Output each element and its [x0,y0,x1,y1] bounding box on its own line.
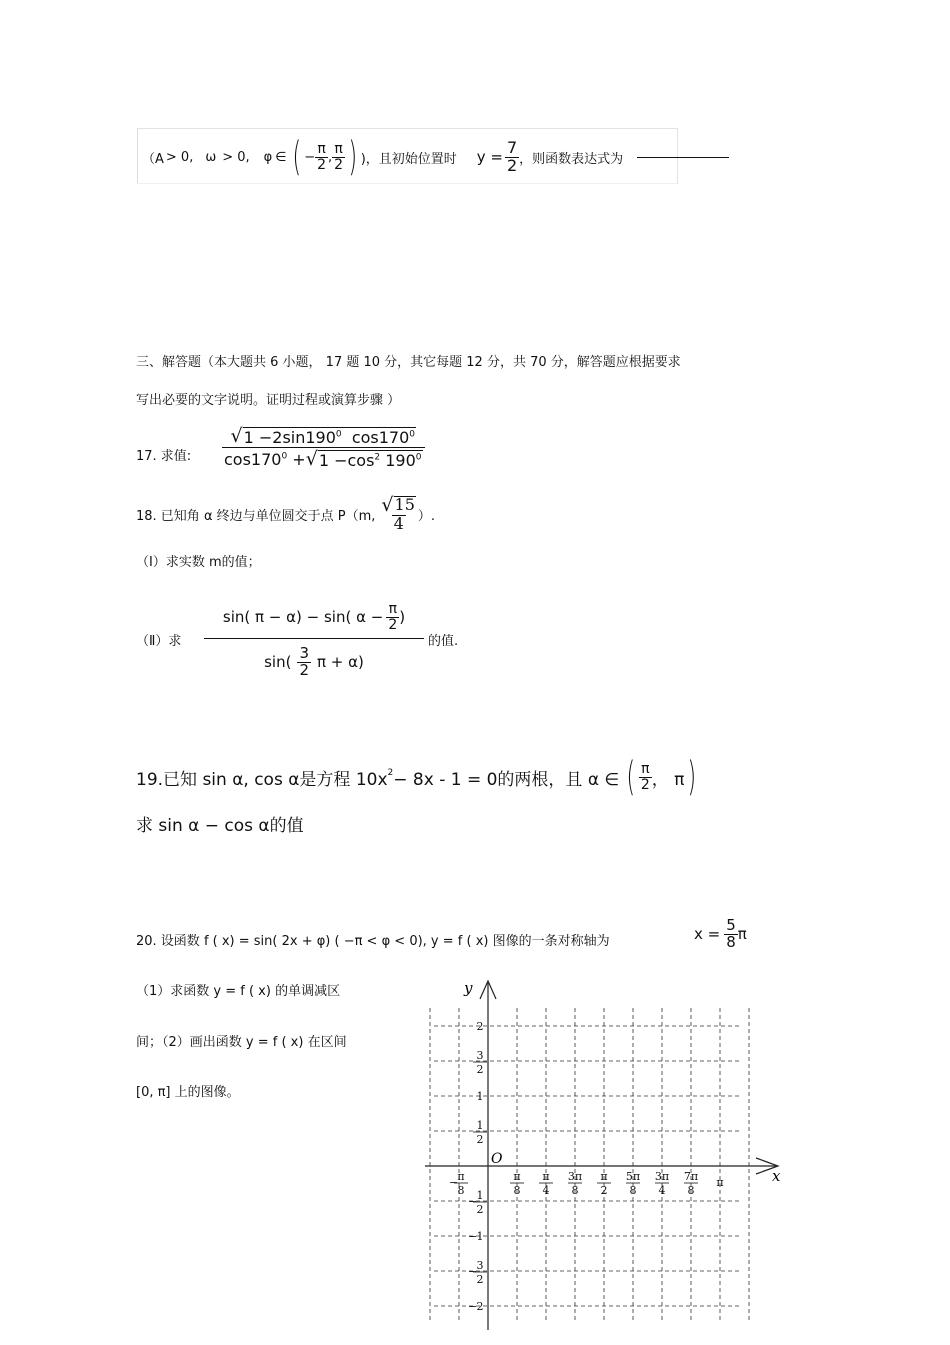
svg-text:π: π [542,1170,550,1183]
q16-frac-2: $\frac{\pi}{2}$ [334,140,344,173]
q16-in: ∈ [275,149,287,165]
svg-text:−: − [449,1176,459,1189]
svg-text:7π: 7π [683,1170,699,1183]
svg-text:−: − [468,1300,478,1313]
y-tick-label [468,1189,487,1216]
coordinate-grid [420,975,790,1340]
svg-text:−: − [468,1230,478,1243]
q20-text: 20. 设函数 f ( x) = sin( 2x + φ) ( −π < φ < 0), y = f ( x) 图像的一条对称轴为 [136,934,610,949]
q16-comma: , [328,149,333,165]
q18-part2-numerator: sin( π − α) − sin( α − $\frac{\pi}{2}$ ) [222,600,406,633]
q18-part2-fraction [204,596,424,685]
svg-text:2: 2 [476,1133,484,1146]
q20-part1: （1）求函数 y = f ( x) 的单调减区 [136,984,341,999]
y-tick-label [477,1090,484,1103]
q16-frac-72: $\frac{7}{2}$ [506,137,518,175]
q20-axis: x = $\frac{5}{8}$ π [694,916,747,951]
q16-right-paren: ) [348,134,358,180]
svg-text:8: 8 [513,1184,521,1197]
q16-answer-blank [637,156,729,158]
q17-numerator: √ $1 -2\sin 190^0$ $\cos 170^0$ [230,425,416,447]
svg-text:2: 2 [476,1273,484,1286]
section3-line1: 三、解答题（本大题共 6 小题， 17 题 10 分，其它每题 12 分，共 70 分，解答题应根据要求 [136,355,681,370]
svg-text:3: 3 [476,1259,484,1272]
q16-box-bottom [137,183,677,184]
q18-part1: （Ⅰ）求实数 m的值； [136,555,261,570]
y-tick-label [473,1119,487,1146]
x-tick-label [539,1170,553,1197]
x-tick-label [655,1170,669,1197]
y-axis-label: y [464,979,473,997]
q18-part2-denominator: sin( $\frac{3}{2}$ π + α) [264,643,364,679]
svg-text:4: 4 [658,1184,666,1197]
q17-label: 17. 求值: [136,449,192,464]
y-tick-label [468,1259,487,1286]
svg-text:4: 4 [542,1184,550,1197]
svg-text:1: 1 [476,1090,484,1103]
svg-text:2: 2 [476,1300,484,1313]
svg-text:1: 1 [476,1230,484,1243]
svg-text:3π: 3π [654,1170,670,1183]
y-tick-label [468,1230,484,1243]
q18-part2-label: （Ⅱ）求 [136,634,182,649]
q16-omega: ω [205,149,217,165]
svg-text:π: π [457,1170,465,1183]
svg-text:8: 8 [687,1184,695,1197]
q16-minus: − [304,149,316,165]
x-tick-label [597,1170,611,1197]
q17-denominator: $\cos 170^0$ + √ $1 -\cos^2$ $190^0$ [222,447,425,470]
x-tick-label [626,1170,640,1197]
x-tick-label [510,1170,524,1197]
svg-text:1: 1 [476,1119,484,1132]
svg-text:3: 3 [476,1049,484,1062]
x-tick-label [449,1170,468,1197]
svg-text:5π: 5π [625,1170,641,1183]
svg-text:π: π [716,1176,724,1189]
y-tick-label [468,1300,484,1313]
q19-line2: 求 sin α − cos α的值 [136,816,304,836]
q16-a: （A [142,151,164,167]
q16-gt0: > 0, [222,149,250,165]
x-tick-label [716,1176,723,1189]
q16-line [142,133,729,181]
q16-gt: > 0, [165,149,194,165]
origin-label: O [491,1151,503,1167]
q18-label: 18. 已知角 α 终边与单位圆交于点 P（m, [136,508,376,524]
svg-text:−: − [468,1195,478,1208]
q17-fraction [222,427,425,470]
y-tick-label [477,1020,484,1033]
q16-tail: ，则函数表达式为 [519,151,624,167]
q18-frac: √ 15 4 [381,493,415,533]
svg-text:2: 2 [476,1020,484,1033]
svg-text:8: 8 [629,1184,637,1197]
svg-text:2: 2 [476,1203,484,1216]
svg-text:3π: 3π [567,1170,583,1183]
q18-close: ）. [417,508,436,524]
svg-text:1: 1 [476,1189,484,1202]
svg-text:−: − [468,1265,478,1278]
q20-part3: [0, π] 上的图像。 [136,1085,240,1100]
svg-text:2: 2 [476,1063,484,1076]
q16-left-paren: ( [292,134,301,180]
x-tick-label [684,1170,698,1197]
svg-text:8: 8 [571,1184,579,1197]
q16-frac-1: $\frac{\pi}{2}$ [317,140,327,173]
q16-box-left [137,128,138,184]
q18-line [136,490,435,538]
q16-y-eq: y = [476,148,503,166]
q16-box-top [137,128,677,129]
q16-initial: )，且初始位置时 [360,151,457,167]
svg-text:π: π [513,1170,521,1183]
x-axis-label: x [772,1167,781,1185]
svg-text:2: 2 [600,1184,608,1197]
y-tick-label [473,1049,487,1076]
q18-part2-tail: 的值. [428,634,459,649]
section3-line2: 写出必要的文字说明。证明过程或演算步骤 ） [136,393,401,408]
q20-part2: 间；（2）画出函数 y = f ( x) 在区间 [136,1035,347,1050]
svg-text:8: 8 [457,1184,465,1197]
x-tick-label [568,1170,582,1197]
q16-phi: φ [263,149,273,165]
q19-line1: 19.已知 sin α, cos α是方程 10x $^2$ − 8x - 1 = 0的两根，且 α ∈ ( $\frac{\pi}{2}$ ， π ) [136,754,697,800]
svg-text:π: π [600,1170,608,1183]
